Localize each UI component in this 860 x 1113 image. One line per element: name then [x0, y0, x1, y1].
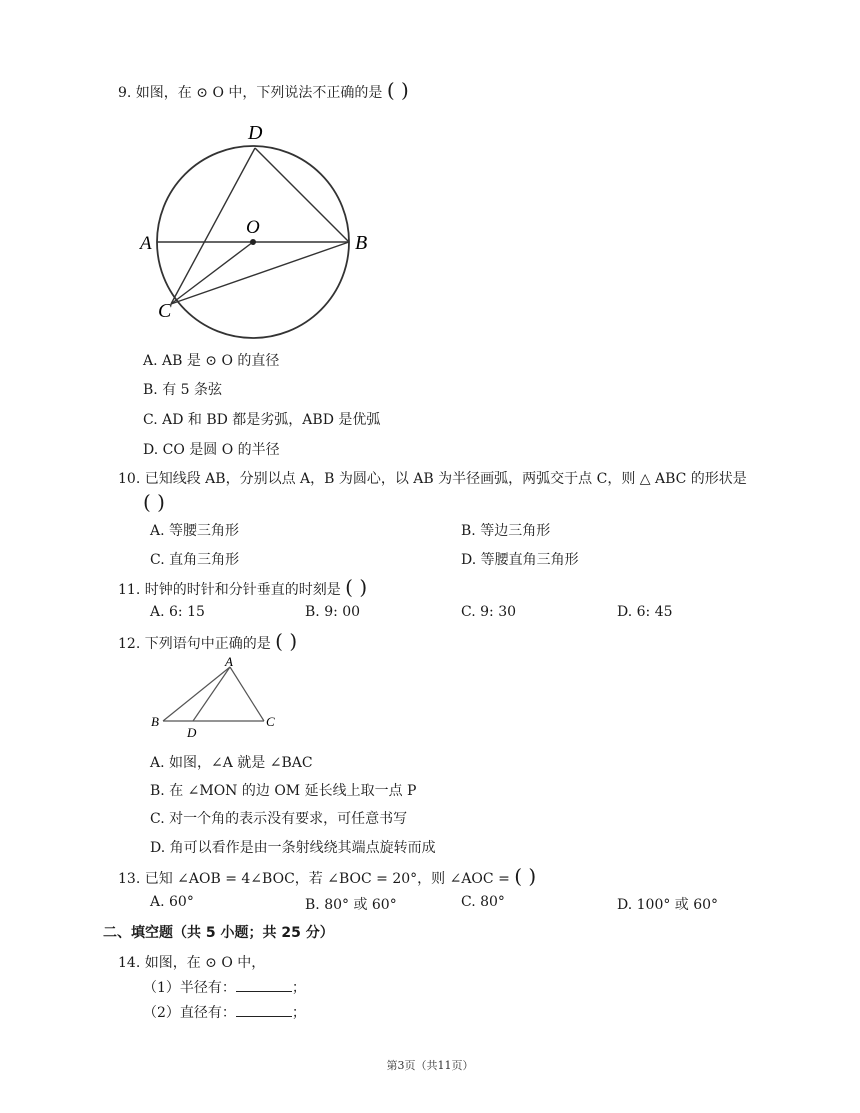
q14-sub1-label: （1）半径有： — [143, 980, 236, 996]
section-title-fill-in: 二、填空题（共 5 小题；共 25 分） — [103, 925, 334, 941]
q10-option-d: D. 等腰直角三角形 — [461, 552, 579, 568]
q14-sub2-blank[interactable] — [236, 1004, 292, 1017]
q9-answer-paren: ( ) — [386, 78, 409, 102]
q10-stem: 10. 已知线段 AB，分别以点 A，B 为圆心，以 AB 为半径画弧，两弧交于点 C，则 △ ABC 的形状是 — [118, 471, 747, 487]
q13-option-a: A. 60° — [150, 894, 194, 910]
side-ac — [230, 667, 264, 721]
q13-stem — [118, 864, 537, 888]
q14-sub2 — [143, 1002, 306, 1022]
label-a: A — [225, 655, 233, 669]
q13-option-d: D. 100° 或 60° — [617, 897, 719, 913]
q11-option-b: B. 9: 00 — [305, 604, 361, 620]
q12-option-b: B. 在 ∠MON 的边 OM 延长线上取一点 P — [150, 783, 417, 799]
q12-stem — [118, 629, 298, 653]
q9-stem — [118, 78, 409, 102]
label-d: D — [187, 725, 197, 740]
q11-stem — [118, 575, 368, 599]
q9-circle-figure — [130, 112, 380, 342]
q9-option-c: C. AD 和 BD 都是劣弧，ABD 是优弧 — [143, 412, 381, 428]
q10-answer-paren — [143, 490, 165, 514]
label-b: B — [355, 232, 368, 254]
q14-sub2-label: （2）直径有： — [143, 1005, 236, 1021]
label-c: C — [266, 714, 275, 729]
center-point-o — [250, 239, 256, 245]
q9-option-d: D. CO 是圆 O 的半径 — [143, 442, 280, 458]
q11-option-c: C. 9: 30 — [461, 604, 517, 620]
chord-cb — [171, 242, 349, 304]
page-footer: 第3页（共11页） — [386, 1059, 474, 1072]
q12-answer-paren: ( ) — [275, 629, 298, 653]
label-c: C — [158, 300, 172, 322]
q13-option-b: B. 80° 或 60° — [305, 897, 397, 913]
segment-ad — [193, 667, 230, 721]
q13-answer-paren: ( ) — [514, 864, 537, 888]
q9-option-a: A. AB 是 ⊙ O 的直径 — [143, 353, 280, 369]
q14-sub1 — [143, 977, 306, 997]
q14-sub2-sep: ； — [291, 1005, 306, 1021]
q13-option-c: C. 80° — [461, 894, 505, 910]
label-a: A — [140, 233, 152, 254]
q12-option-c: C. 对一个角的表示没有要求，可任意书写 — [150, 811, 408, 827]
chord-db — [255, 148, 349, 242]
q12-triangle-figure — [146, 655, 286, 741]
q10-option-b: B. 等边三角形 — [461, 523, 551, 539]
q14-sub1-blank[interactable] — [236, 979, 292, 992]
q11-stem-text: 11. 时钟的时针和分针垂直的时刻是 — [118, 582, 341, 598]
q12-option-a: A. 如图，∠A 就是 ∠BAC — [150, 755, 313, 771]
radius-co — [171, 242, 253, 304]
q12-stem-text: 12. 下列语句中正确的是 — [118, 636, 271, 652]
side-ba — [163, 667, 230, 721]
label-d: D — [248, 122, 263, 144]
q11-option-a: A. 6: 15 — [150, 604, 205, 620]
q11-answer-paren: ( ) — [345, 575, 368, 599]
label-o: O — [246, 217, 260, 238]
q11-option-d: D. 6: 45 — [617, 604, 673, 620]
q14-sub1-sep: ； — [291, 980, 306, 996]
q10-paren-text: ( ) — [143, 490, 165, 514]
q13-stem-text: 13. 已知 ∠AOB = 4∠BOC，若 ∠BOC = 20°，则 ∠AOC = — [118, 871, 510, 887]
q9-option-b: B. 有 5 条弦 — [143, 382, 222, 398]
chord-dc — [171, 148, 255, 304]
q10-option-a: A. 等腰三角形 — [150, 523, 240, 539]
label-b: B — [151, 714, 159, 729]
q14-stem: 14. 如图，在 ⊙ O 中， — [118, 955, 266, 971]
q9-stem-text: 9. 如图，在 ⊙ O 中，下列说法不正确的是 — [118, 85, 383, 101]
q10-option-c: C. 直角三角形 — [150, 552, 240, 568]
q12-option-d: D. 角可以看作是由一条射线绕其端点旋转而成 — [150, 840, 436, 856]
